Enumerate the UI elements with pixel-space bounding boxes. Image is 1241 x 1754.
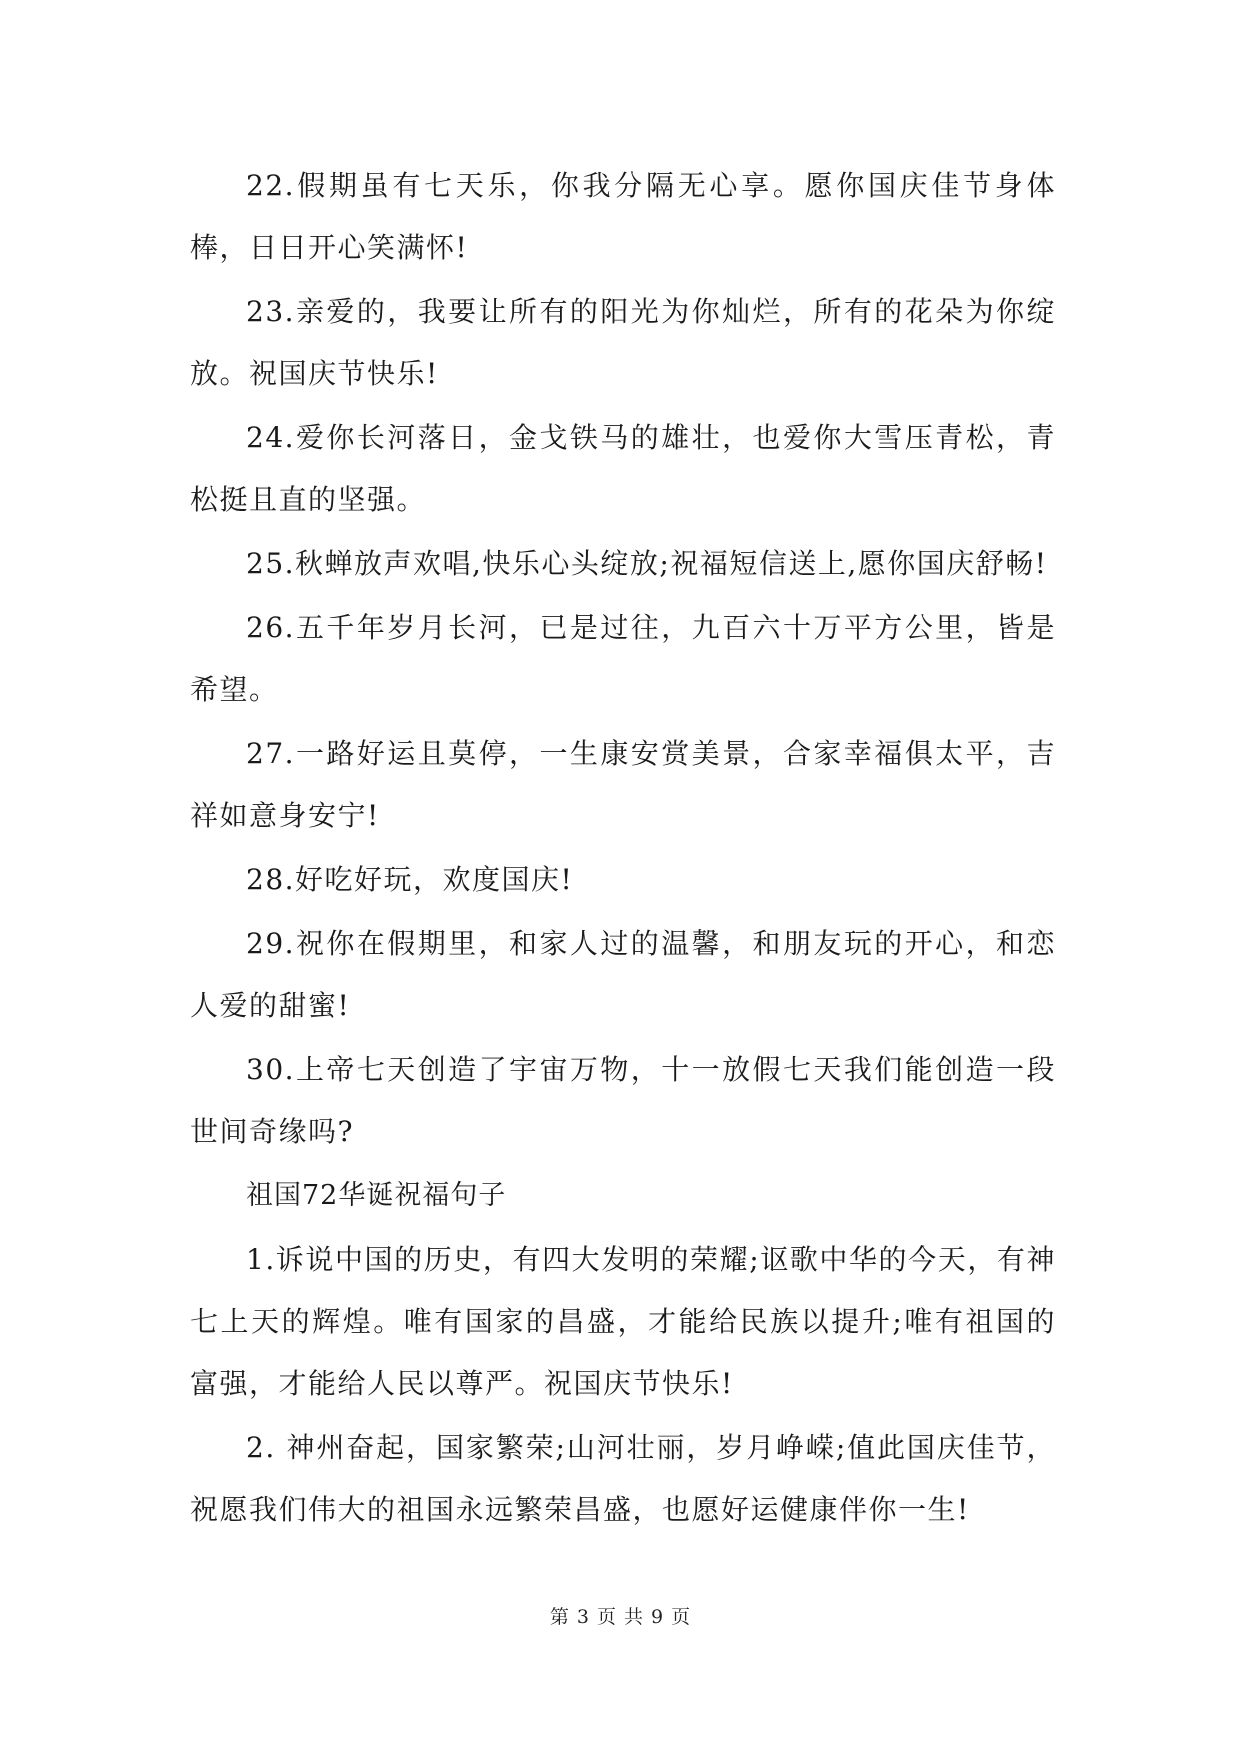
paragraph-30: 30.上帝七天创造了宇宙万物，十一放假七天我们能创造一段世间奇缘吗? [190,1053,1056,1148]
paragraph-26: 26.五千年岁月长河，已是过往，九百六十万平方公里，皆是希望。 [190,611,1056,706]
paragraph-24: 24.爱你长河落日，金戈铁马的雄壮，也爱你大雪压青松，青松挺且直的坚强。 [190,421,1056,516]
section-paragraph-1: 1.诉说中国的历史，有四大发明的荣耀;讴歌中华的今天，有神七上天的辉煌。唯有国家的昌盛，才能给民族以提升;唯有祖国的富强，才能给人民以尊严。祝国庆节快乐! [190,1243,1056,1400]
paragraph-23: 23.亲爱的，我要让所有的阳光为你灿烂，所有的花朵为你绽放。祝国庆节快乐! [190,295,1056,390]
paragraph-22: 22.假期虽有七天乐，你我分隔无心享。愿你国庆佳节身体棒，日日开心笑满怀! [190,169,1056,264]
paragraph-28: 28.好吃好玩，欢度国庆! [246,863,574,896]
section-paragraph-2: 2. 神州奋起，国家繁荣;山河壮丽，岁月峥嵘;值此国庆佳节，祝愿我们伟大的祖国永远繁荣昌盛，也愿好运健康伴你一生! [190,1431,1056,1526]
page-number-footer: 第 3 页 共 9 页 [549,1606,692,1628]
paragraph-27: 27.一路好运且莫停，一生康安赏美景，合家幸福俱太平，吉祥如意身安宁! [190,737,1056,832]
paragraph-29: 29.祝你在假期里，和家人过的温馨，和朋友玩的开心，和恋人爱的甜蜜! [190,927,1056,1022]
paragraph-25: 25.秋蝉放声欢唱,快乐心头绽放;祝福短信送上,愿你国庆舒畅! [246,547,1048,580]
section-heading: 祖国72华诞祝福句子 [246,1180,507,1211]
document-page [190,155,1056,1543]
